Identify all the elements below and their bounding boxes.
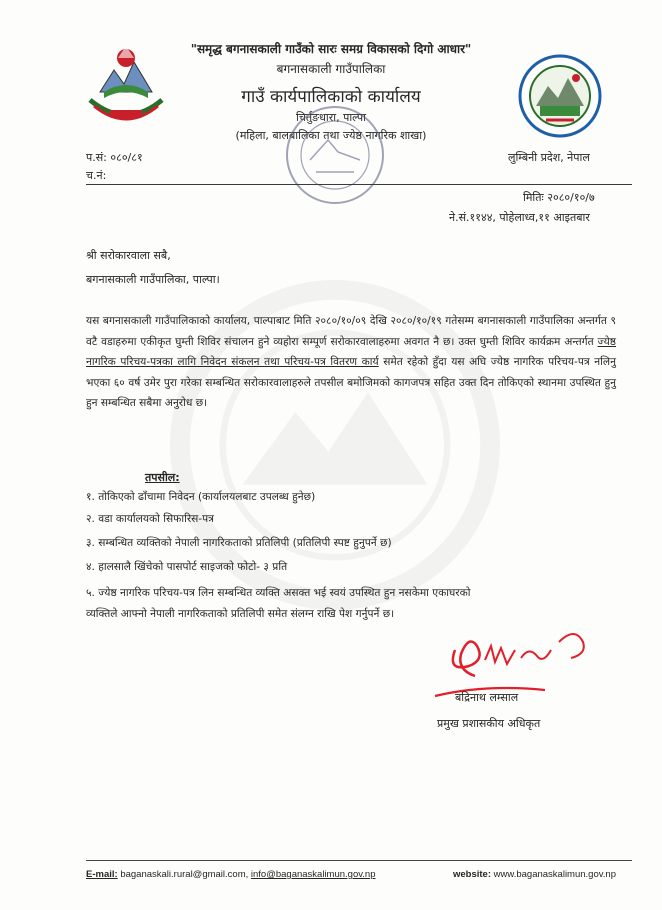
motto: "समृद्ध बगनासकाली गाउँको सारः समग्र विकासको दिगो आधार"	[190, 42, 472, 56]
list-item-5	[86, 583, 616, 625]
list-item-3: ३. सम्बन्धित व्यक्तिको नेपाली नागरिकताको प्रतिलिपी (प्रतिलिपी स्पष्ट हुनुपर्ने छ)	[86, 537, 392, 549]
email-label: E-mail:	[86, 869, 118, 880]
list-title: तपसील:	[145, 471, 180, 484]
office-address: चिर्तुङधारा, पाल्पा	[296, 111, 366, 124]
footer-website	[453, 869, 616, 880]
website-label: website:	[453, 869, 492, 880]
recipient-line-1: श्री सरोकारवाला सबै,	[86, 249, 171, 262]
list-item-5-line-1: ५. ज्येष्ठ नागरिक परिचय-पत्र लिन सम्बन्धित व्यक्ति असक्त भई स्वयं उपस्थित हुन नसकेमा एकाघरको	[86, 587, 471, 599]
footer-divider	[86, 860, 632, 861]
organization-name: बगनासकाली गाउँपालिका	[276, 62, 386, 76]
header-divider	[86, 184, 632, 185]
body-paragraph	[86, 311, 616, 414]
list-item-5-line-2: व्यक्तिले आफ्नो नेपाली नागरिकताको प्रतिलिपी समेत संलग्न राखि पेश गर्नुपर्ने छ।	[86, 608, 395, 620]
footer-email	[86, 869, 376, 880]
body-text-part-2: समेत रहेको हुँदा यस अघि ज्येष्ठ नागरिक परिचय-पत्र नलिनु भएका ६० वर्ष उमेर पुरा गरेका सम्बन्धित सरोकारवालाहरुले तपसील बमोजिमको कागजपत्र सहित उक्त दिन तोकिएको स्थानमा उपस्थित हुनु हुन सम्बन्धित सबैमा अनुरोध छ।	[86, 356, 616, 409]
office-stamp	[280, 100, 390, 210]
list-item-1: १. तोकिएको ढाँचामा निवेदन (कार्यालयलबाट उपलब्ध हुनेछ)	[86, 491, 316, 503]
office-title: गाउँ कार्यपालिकाको कार्यालय	[241, 87, 421, 107]
date-nepal-sambat: ने.सं.११४४, पोहेलाध्व,११ आइतबार	[449, 211, 590, 224]
province-label: लुम्बिनी प्रदेश, नेपाल	[508, 151, 590, 164]
recipient-line-2: बगनासकाली गाउँपालिका, पाल्पा।	[86, 273, 220, 286]
branch-name: (महिला, बालबालिका तथा ज्येष्ठ नागरिक शाखा)	[235, 129, 427, 142]
dispatch-number: च.नं:	[86, 169, 107, 182]
website-link[interactable]: www.baganaskalimun.gov.np	[493, 869, 616, 880]
list-item-4: ४. हालसालै खिंचेको पासपोर्ट साइजको फोटो- ३ प्रति	[86, 561, 288, 573]
body-text-part-1: यस बगनासकाली गाउँपालिकाको कार्यालय, पाल्पाबाट मिति २०८०/१०/०९ देखि २०८०/१०/१९ गतेसम्म बगनासकाली गाउँपालिका अन्तर्गत ९ वटै वडाहरुमा एकीकृत घुम्ती शिविर संचालन हुने व्यहोरा सम्पूर्ण सरोकारवालाहरुमा अवगत नै छ। उक्त घुम्ती शिविर कार्यक्रम अन्तर्गत	[86, 315, 616, 348]
list-item-2: २. वडा कार्यालयको सिफारिस-पत्र	[86, 513, 214, 525]
email-address-2[interactable]: info@baganaskalimun.gov.np	[250, 869, 376, 880]
reference-number: प.सं: ०८०/८१	[86, 151, 143, 164]
body-underlined-text: ज्येष्ठ नागरिक परिचय-पत्रका लागि निवेदन संकलन तथा परिचय-पत्र वितरण कार्य	[86, 335, 616, 368]
date-bs: मितिः २०८०/१०/७	[523, 191, 595, 204]
email-address-1[interactable]: baganaskali.rural@gmail.com,	[120, 869, 249, 880]
signatory-title: प्रमुख प्रशासकीय अधिकृत	[437, 717, 541, 730]
signatory-name: बद्रिनाथ लम्साल	[455, 691, 519, 704]
